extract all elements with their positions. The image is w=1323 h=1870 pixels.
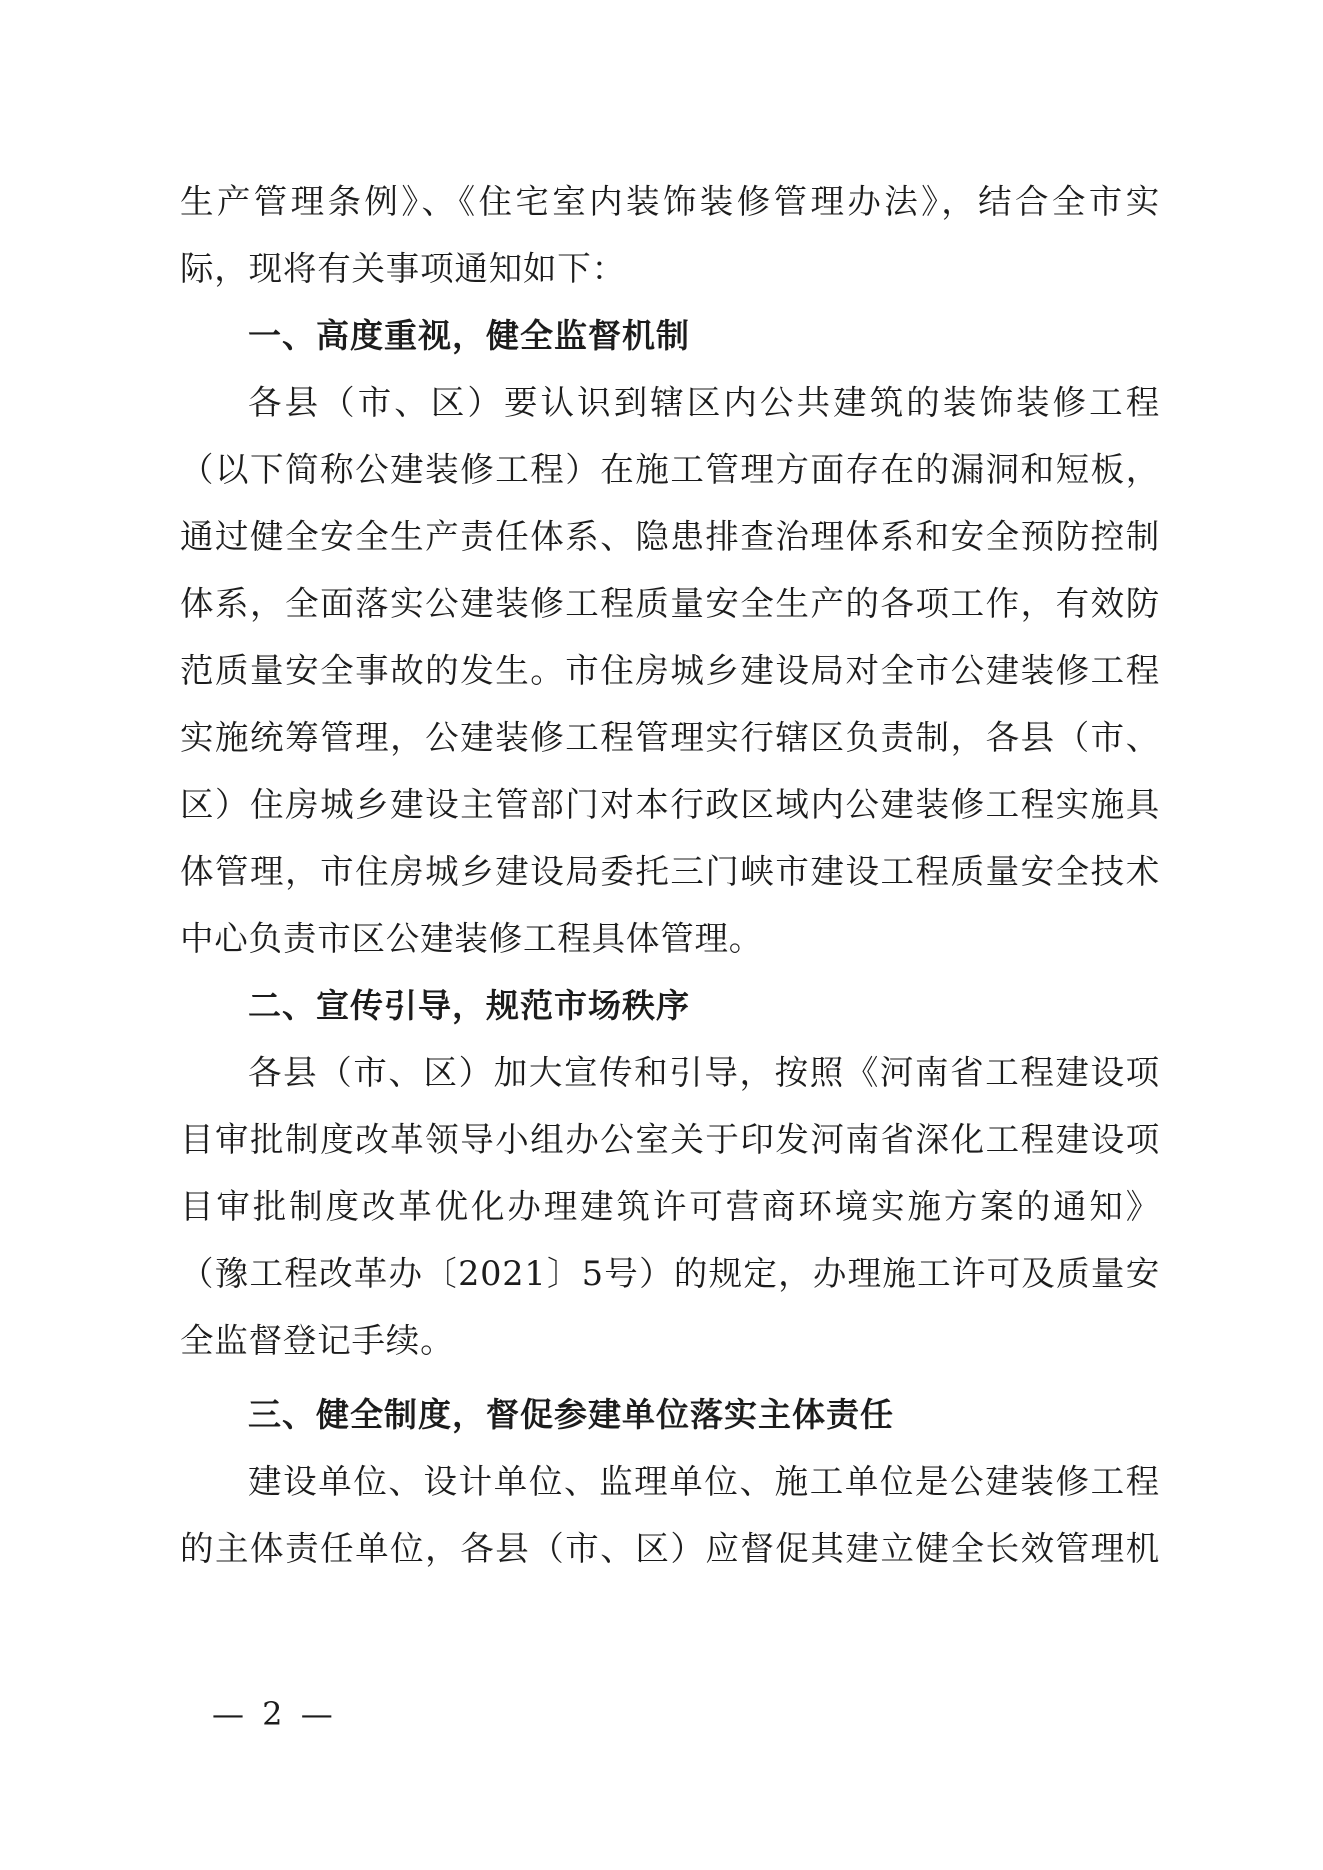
body-text-line: 中心负责市区公建装修工程具体管理。 — [180, 919, 764, 958]
body-text-line: 全监督登记手续。 — [180, 1321, 455, 1360]
body-text-line: 目审批制度改革优化办理建筑许可营商环境实施方案的通知》 — [180, 1187, 1160, 1226]
body-text-line: 目审批制度改革领导小组办公室关于印发河南省深化工程建设项 — [180, 1120, 1160, 1159]
section-heading-3: 三、健全制度，督促参建单位落实主体责任 — [248, 1395, 894, 1434]
body-text-line: 各县（市、区）加大宣传和引导，按照《河南省工程建设项 — [248, 1053, 1160, 1092]
body-text-line: 际，现将有关事项通知如下： — [180, 249, 626, 288]
body-text-line: （豫工程改革办〔2021〕5号）的规定，办理施工许可及质量安 — [180, 1254, 1160, 1293]
body-text-line: 范质量安全事故的发生。市住房城乡建设局对全市公建装修工程 — [180, 651, 1160, 690]
body-text-line: 通过健全安全生产责任体系、隐患排查治理体系和安全预防控制 — [180, 517, 1160, 556]
body-text-line: 各县（市、区）要认识到辖区内公共建筑的装饰装修工程 — [248, 383, 1160, 422]
section-heading-1: 一、高度重视，健全监督机制 — [248, 316, 690, 355]
body-text-line: 实施统筹管理，公建装修工程管理实行辖区负责制，各县（市、 — [180, 718, 1160, 757]
body-text-line: 体系，全面落实公建装修工程质量安全生产的各项工作，有效防 — [180, 584, 1160, 623]
body-text-line: 区）住房城乡建设主管部门对本行政区域内公建装修工程实施具 — [180, 785, 1160, 824]
body-text-line: （以下简称公建装修工程）在施工管理方面存在的漏洞和短板， — [180, 450, 1160, 489]
body-text-line: 体管理，市住房城乡建设局委托三门峡市建设工程质量安全技术 — [180, 852, 1160, 891]
body-text-line: 生产管理条例》、《住宅室内装饰装修管理办法》，结合全市实 — [180, 182, 1160, 221]
page-number: — 2 — — [212, 1695, 337, 1733]
body-text-line: 建设单位、设计单位、监理单位、施工单位是公建装修工程 — [248, 1462, 1160, 1501]
body-text-line: 的主体责任单位，各县（市、区）应督促其建立健全长效管理机 — [180, 1529, 1160, 1568]
section-heading-2: 二、宣传引导，规范市场秩序 — [248, 986, 690, 1025]
